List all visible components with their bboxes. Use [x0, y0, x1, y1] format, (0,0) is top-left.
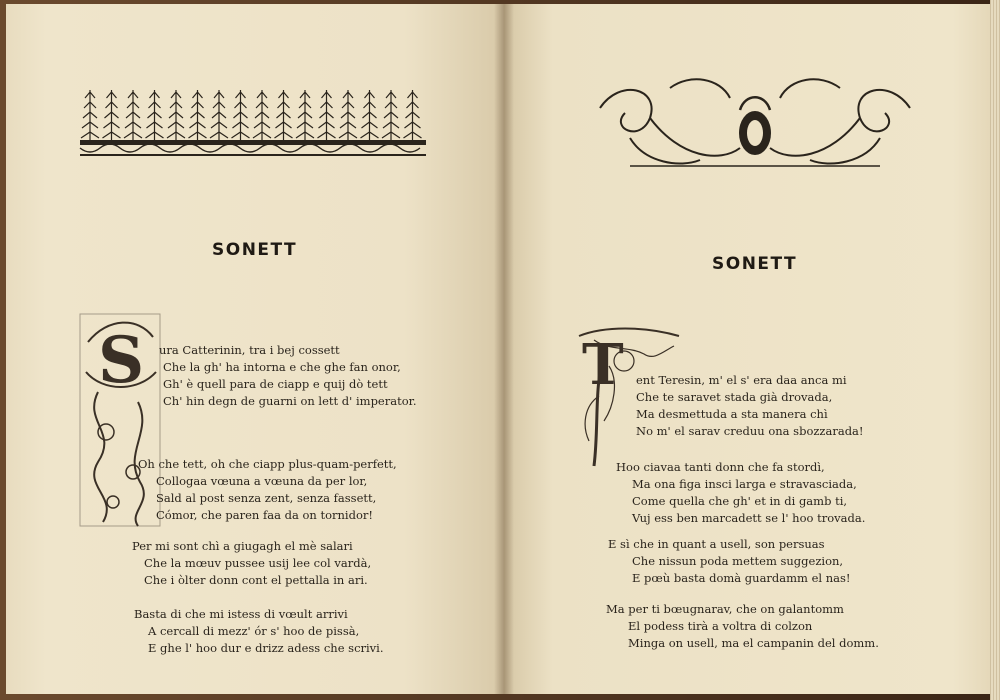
- spire-motif: [296, 90, 314, 140]
- stanza: [132, 538, 371, 589]
- stanza: [636, 372, 864, 440]
- verse-line: Gh' è quell para de ciapp e quij dò tett: [163, 377, 388, 391]
- verse-line: E sì che in quant a usell, son persuas: [608, 537, 825, 551]
- spire-motif: [253, 90, 271, 140]
- verse-line: Sald al post senza zent, senza fassett,: [156, 491, 377, 505]
- verse-line: Che te saravet stada già drovada,: [636, 390, 833, 404]
- spire-motif: [339, 90, 357, 140]
- verse-line: Oh che tett, oh che ciapp plus-quam-perfett,: [138, 457, 397, 471]
- spire-motif: [382, 90, 400, 140]
- spire-motif: [103, 90, 121, 140]
- stanza: [616, 459, 865, 527]
- spire-motif: [146, 90, 164, 140]
- verse-line: Come quella che gh' et in di gamb ti,: [632, 494, 848, 508]
- stanza: [159, 342, 417, 410]
- headpiece-ornament-right: [590, 68, 920, 178]
- left-page: [6, 4, 504, 694]
- verse-line: Che la gh' ha intorna e che ghe fan onor,: [163, 360, 401, 374]
- verse-line: Ma ona figa insci larga e stravasciada,: [632, 477, 857, 491]
- stanza: [138, 456, 397, 524]
- drop-cap-letter: S: [98, 323, 145, 398]
- stanza: [608, 536, 851, 587]
- spire-motif: [275, 90, 293, 140]
- verse-line: Che i òlter donn cont el pettalla in ari.: [144, 573, 368, 587]
- verse-line: Cómor, che paren faa da on tornidor!: [156, 508, 374, 522]
- stanza: [134, 606, 384, 657]
- right-page: [504, 4, 992, 694]
- spire-motif: [318, 90, 336, 140]
- book-gutter: [494, 4, 514, 694]
- drop-cap-letter: T: [582, 332, 624, 398]
- verse-line: El podess tirà a voltra di colzon: [628, 619, 813, 633]
- headpiece-ornament-left: [78, 84, 428, 160]
- page-title: SONETT: [212, 240, 298, 260]
- verse-line: Per mi sont chì a giugagh el mè salari: [132, 539, 353, 553]
- verse-line: Vuj ess ben marcadett se l' hoo trovada.: [632, 511, 866, 525]
- verse-line: A cercall di mezz' ór s' hoo de pissà,: [148, 624, 360, 638]
- verse-line: No m' el sarav creduu ona sbozzarada!: [636, 424, 864, 438]
- verse-line: ura Catterinin, tra i bej cossett: [159, 343, 340, 357]
- verse-line: E pœù basta domà guardamm el nas!: [632, 571, 851, 585]
- verse-line: Che nissun poda mettem suggezion,: [632, 554, 844, 568]
- spire-motif: [167, 90, 185, 140]
- spire-motif: [210, 90, 228, 140]
- verse-line: Minga on usell, ma el campanin del domm.: [628, 636, 879, 650]
- page-edges: [990, 0, 1000, 700]
- verse-line: Che la mœuv pussee usij lee col vardà,: [144, 556, 372, 570]
- spire-motif: [124, 90, 142, 140]
- verse-line: E ghe l' hoo dur e drizz adess che scrivi.: [148, 641, 384, 655]
- spire-motif: [361, 90, 379, 140]
- spire-motif: [404, 90, 422, 140]
- verse-line: Ma desmettuda a sta manera chì: [636, 407, 828, 421]
- verse-line: ent Teresin, m' el s' era daa anca mi: [636, 373, 847, 387]
- page-title: SONETT: [712, 254, 798, 274]
- verse-line: Basta di che mi istess di vœult arrivi: [134, 607, 348, 621]
- stanza: [606, 601, 879, 652]
- spire-motif: [189, 90, 207, 140]
- spire-motif: [232, 90, 250, 140]
- verse-line: Hoo ciavaa tanti donn che fa stordì,: [616, 460, 825, 474]
- verse-line: Ma per ti bœugnarav, che on galantomm: [606, 602, 844, 616]
- spire-motif: [81, 90, 99, 140]
- verse-line: Collogaa vœuna a vœuna da per lor,: [156, 474, 368, 488]
- verse-line: Ch' hin degn de guarni on lett d' imperator.: [163, 394, 417, 408]
